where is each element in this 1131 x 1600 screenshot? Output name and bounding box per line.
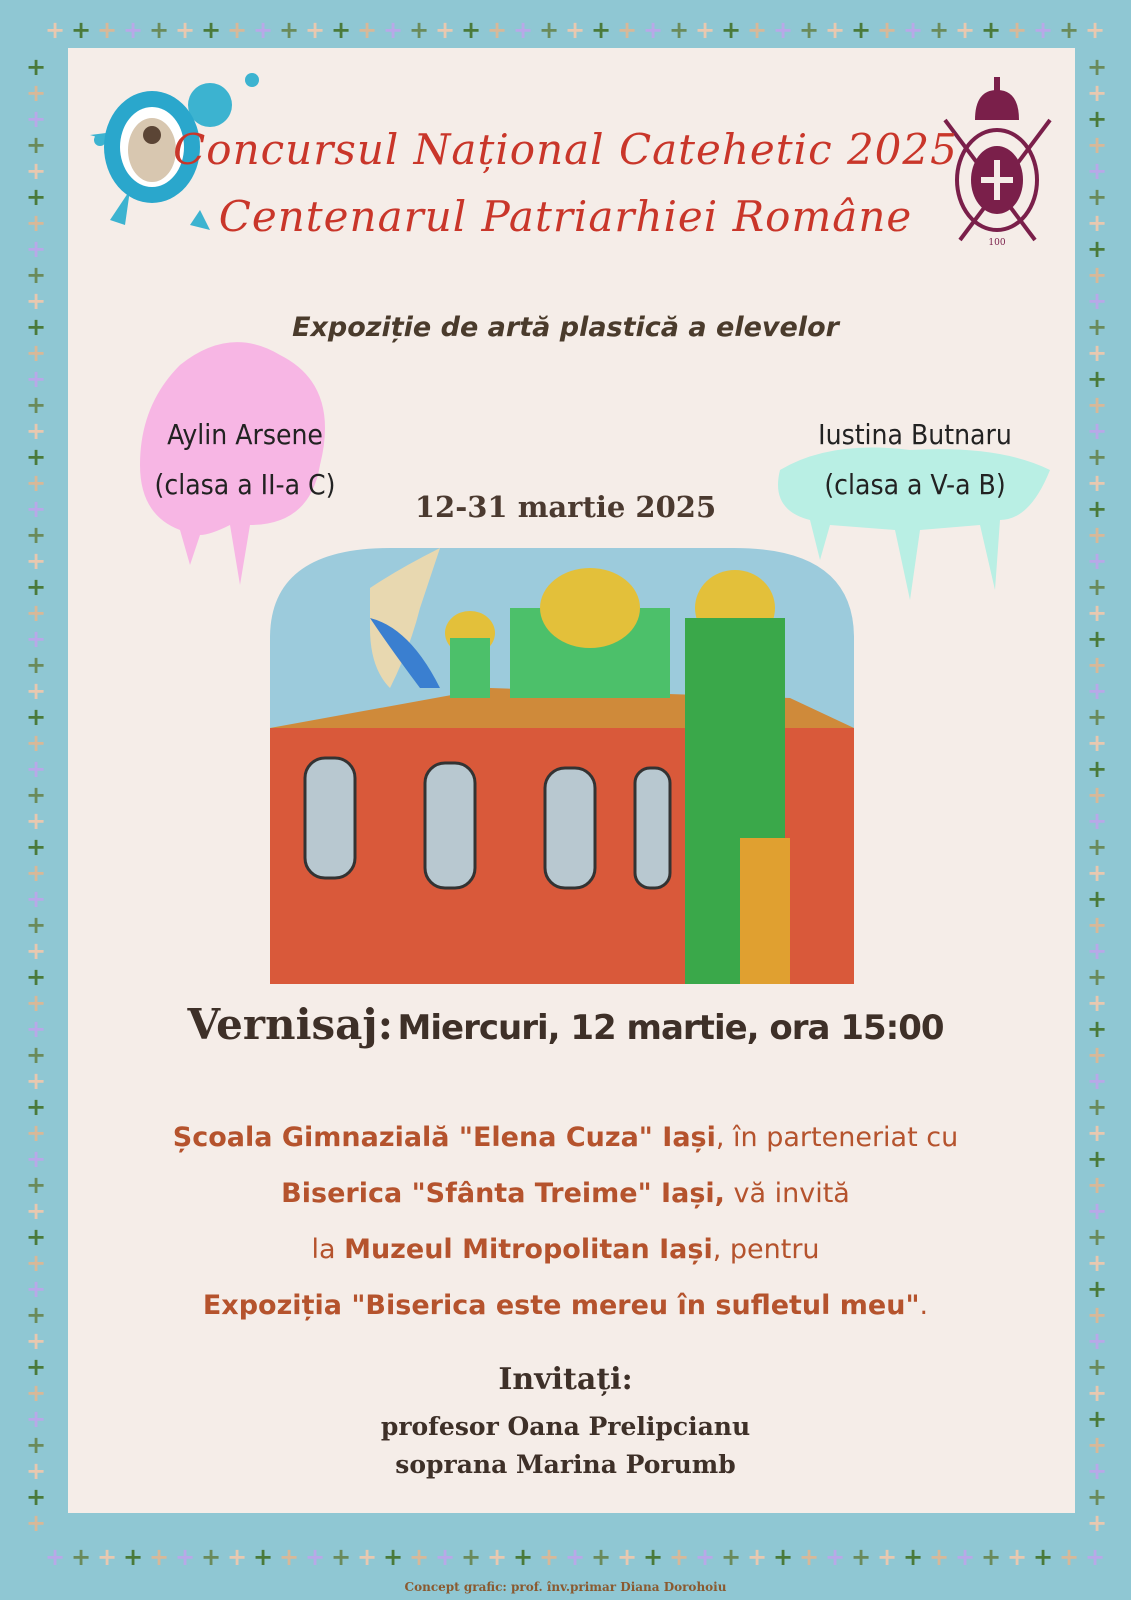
cross-icon: + (1087, 1431, 1108, 1459)
cross-icon: + (26, 833, 47, 861)
cross-icon: + (1087, 1067, 1108, 1095)
cross-icon: + (1087, 807, 1108, 835)
cross-icon: + (1087, 1301, 1108, 1329)
cross-icon: + (1087, 417, 1108, 445)
cross-icon: + (1087, 157, 1108, 185)
cross-icon: + (825, 16, 846, 44)
cross-icon: + (1087, 313, 1108, 341)
cross-icon: + (305, 1543, 326, 1571)
cross-icon: + (1087, 1171, 1108, 1199)
cross-icon: + (26, 53, 47, 81)
cross-icon: + (26, 1275, 47, 1303)
cross-icon: + (1007, 1543, 1028, 1571)
cross-icon: + (26, 443, 47, 471)
cross-icon: + (409, 1543, 430, 1571)
cross-icon: + (539, 16, 560, 44)
cross-icon: + (26, 1041, 47, 1069)
cross-icon: + (149, 16, 170, 44)
cross-icon: + (643, 16, 664, 44)
cross-icon: + (26, 1405, 47, 1433)
cross-icon: + (565, 16, 586, 44)
cross-icon: + (1087, 1223, 1108, 1251)
cross-icon: + (1087, 1353, 1108, 1381)
cross-icon: + (26, 1223, 47, 1251)
cross-icon: + (149, 1543, 170, 1571)
cross-icon: + (1087, 677, 1108, 705)
cross-icon: + (1087, 131, 1108, 159)
cross-icon: + (877, 16, 898, 44)
cross-icon: + (26, 859, 47, 887)
cross-icon: + (1087, 53, 1108, 81)
cross-icon: + (591, 16, 612, 44)
cross-icon: + (26, 339, 47, 367)
cross-icon: + (26, 989, 47, 1017)
cross-icon: + (1033, 1543, 1054, 1571)
cross-icon: + (1087, 443, 1108, 471)
cross-icon: + (617, 16, 638, 44)
cross-icon: + (1087, 339, 1108, 367)
cross-icon: + (1087, 651, 1108, 679)
cross-icon: + (1033, 16, 1054, 44)
cross-icon: + (1087, 183, 1108, 211)
cross-icon: + (26, 469, 47, 497)
cross-icon: + (1087, 937, 1108, 965)
cross-icon: + (97, 16, 118, 44)
cross-icon: + (1087, 235, 1108, 263)
cross-icon: + (26, 1145, 47, 1173)
cross-icon: + (955, 16, 976, 44)
exhibition-dates: 12-31 martie 2025 (414, 490, 717, 524)
cross-icon: + (1087, 1249, 1108, 1277)
cross-icon: + (1087, 105, 1108, 133)
cross-icon: + (175, 16, 196, 44)
cross-icon: + (26, 1457, 47, 1485)
cross-icon: + (26, 937, 47, 965)
cross-icon: + (357, 16, 378, 44)
cross-icon: + (331, 16, 352, 44)
cross-icon: + (591, 1543, 612, 1571)
cross-icon: + (1087, 911, 1108, 939)
cross-icon: + (1087, 287, 1108, 315)
cross-icon: + (1087, 1093, 1108, 1121)
church-painting-image (270, 548, 854, 984)
cross-icon: + (981, 16, 1002, 44)
cross-icon: + (1085, 1543, 1106, 1571)
cross-icon: + (26, 313, 47, 341)
cross-icon: + (851, 1543, 872, 1571)
cross-icon: + (435, 1543, 456, 1571)
cross-icon: + (26, 1119, 47, 1147)
cross-icon: + (97, 1543, 118, 1571)
cross-icon: + (26, 365, 47, 393)
cross-icon: + (26, 1249, 47, 1277)
cross-icon: + (1087, 547, 1108, 575)
cross-icon: + (1087, 1015, 1108, 1043)
cross-icon: + (26, 807, 47, 835)
cross-icon: + (26, 885, 47, 913)
cross-icon: + (1087, 1405, 1108, 1433)
cross-icon: + (1087, 989, 1108, 1017)
cross-icon: + (279, 16, 300, 44)
cross-icon: + (227, 16, 248, 44)
cross-icon: + (1087, 703, 1108, 731)
cross-icon: + (26, 417, 47, 445)
cross-icon: + (1087, 1119, 1108, 1147)
student-1-name: Aylin Arsene (167, 418, 323, 451)
cross-icon: + (461, 16, 482, 44)
cross-icon: + (409, 16, 430, 44)
church-name: Biserica "Sfânta Treime" Iași, (281, 1178, 725, 1209)
cross-icon: + (201, 16, 222, 44)
cross-icon: + (279, 1543, 300, 1571)
cross-icon: + (45, 1543, 66, 1571)
cross-icon: + (26, 963, 47, 991)
cross-icon: + (331, 1543, 352, 1571)
cross-icon: + (1087, 79, 1108, 107)
cross-icon: + (1087, 729, 1108, 757)
cross-icon: + (26, 261, 47, 289)
guest-1: profesor Oana Prelipcianu (380, 1412, 751, 1441)
cross-icon: + (617, 1543, 638, 1571)
cross-icon: + (383, 1543, 404, 1571)
cross-icon: + (253, 1543, 274, 1571)
cross-icon: + (1087, 495, 1108, 523)
cross-icon: + (1087, 365, 1108, 393)
cross-icon: + (981, 1543, 1002, 1571)
cross-icon: + (26, 1067, 47, 1095)
exhibition-subtitle: Expoziție de artă plastică a elevelor (292, 312, 839, 343)
school-name: Școala Gimnazială "Elena Cuza" Iași (172, 1122, 716, 1153)
cross-icon: + (747, 1543, 768, 1571)
cross-icon: + (201, 1543, 222, 1571)
student-1-class: (clasa a II-a C) (154, 468, 336, 501)
cross-icon: + (1087, 1041, 1108, 1069)
cross-icon: + (1087, 469, 1108, 497)
cross-icon: + (1087, 859, 1108, 887)
cross-icon: + (695, 1543, 716, 1571)
cross-icon: + (487, 16, 508, 44)
cross-icon: + (1087, 963, 1108, 991)
inv-text-1: , în parteneriat cu (715, 1122, 959, 1153)
cross-icon: + (26, 157, 47, 185)
guest-2: soprana Marina Porumb (395, 1450, 736, 1479)
cross-icon: + (357, 1543, 378, 1571)
cross-icon: + (513, 1543, 534, 1571)
cross-icon: + (26, 1301, 47, 1329)
cross-icon: + (1087, 1379, 1108, 1407)
vernisaj-label: Vernisaj: (187, 1000, 394, 1049)
cross-icon: + (461, 1543, 482, 1571)
cross-icon: + (26, 79, 47, 107)
cross-icon: + (26, 235, 47, 263)
cross-icon: + (1087, 1327, 1108, 1355)
svg-text:100: 100 (988, 238, 1006, 248)
cross-icon: + (1087, 573, 1108, 601)
cross-icon: + (1087, 261, 1108, 289)
cross-icon: + (26, 521, 47, 549)
cross-icon: + (1007, 16, 1028, 44)
cross-icon: + (253, 16, 274, 44)
cross-icon: + (1087, 599, 1108, 627)
cross-icon: + (1087, 1483, 1108, 1511)
cross-icon: + (26, 1197, 47, 1225)
cross-icon: + (26, 677, 47, 705)
cross-icon: + (26, 1431, 47, 1459)
cross-icon: + (669, 1543, 690, 1571)
cross-icon: + (26, 911, 47, 939)
cross-icon: + (1087, 755, 1108, 783)
cross-icon: + (26, 183, 47, 211)
cross-icon: + (1087, 833, 1108, 861)
cross-icon: + (1087, 1275, 1108, 1303)
inv-text-3b: , pentru (712, 1234, 820, 1265)
cross-icon: + (26, 703, 47, 731)
cross-icon: + (71, 16, 92, 44)
cross-icon: + (26, 391, 47, 419)
cross-icon: + (1087, 521, 1108, 549)
cross-icon: + (929, 16, 950, 44)
cross-icon: + (955, 1543, 976, 1571)
guests-heading: Invitați: (498, 1362, 633, 1397)
cross-icon: + (1059, 16, 1080, 44)
cross-icon: + (26, 547, 47, 575)
cross-icon: + (26, 1171, 47, 1199)
title-line-2: Centenarul Patriarhiei Române (218, 192, 913, 241)
cross-icon: + (1087, 1197, 1108, 1225)
cross-icon: + (1087, 1457, 1108, 1485)
museum-name: Muzeul Mitropolitan Iași (344, 1234, 713, 1265)
cross-icon: + (305, 16, 326, 44)
cross-icon: + (26, 1353, 47, 1381)
cross-icon: + (1087, 885, 1108, 913)
invitation-text (0, 1110, 1131, 1334)
student-2-class: (clasa a V-a B) (824, 468, 1006, 501)
cross-icon: + (1059, 1543, 1080, 1571)
cross-icon: + (721, 16, 742, 44)
cross-icon: + (26, 1015, 47, 1043)
cross-icon: + (26, 781, 47, 809)
cross-icon: + (903, 16, 924, 44)
cross-icon: + (565, 1543, 586, 1571)
cross-icon: + (26, 573, 47, 601)
inv-text-3a: la (311, 1234, 345, 1265)
cross-icon: + (383, 16, 404, 44)
cross-icon: + (799, 16, 820, 44)
cross-icon: + (123, 1543, 144, 1571)
cross-icon: + (1087, 1145, 1108, 1173)
cross-icon: + (71, 1543, 92, 1571)
cross-icon: + (669, 16, 690, 44)
cross-icon: + (487, 1543, 508, 1571)
cross-icon: + (877, 1543, 898, 1571)
cross-icon: + (513, 16, 534, 44)
cross-icon: + (175, 1543, 196, 1571)
cross-icon: + (26, 651, 47, 679)
vernisaj (0, 1000, 1131, 1049)
cross-icon: + (903, 1543, 924, 1571)
cross-icon: + (1087, 209, 1108, 237)
cross-icon: + (1087, 625, 1108, 653)
cross-icon: + (26, 1483, 47, 1511)
cross-icon: + (721, 1543, 742, 1571)
cross-icon: + (747, 16, 768, 44)
inv-text-2: vă invită (724, 1178, 850, 1209)
cross-icon: + (26, 209, 47, 237)
graphic-credit: Concept grafic: prof. înv.primar Diana Dorohoiu (404, 1580, 727, 1594)
cross-icon: + (435, 16, 456, 44)
cross-icon: + (539, 1543, 560, 1571)
cross-icon: + (643, 1543, 664, 1571)
cross-icon: + (1087, 781, 1108, 809)
cross-icon: + (773, 16, 794, 44)
cross-icon: + (825, 1543, 846, 1571)
cross-icon: + (26, 729, 47, 757)
inv-text-4: . (919, 1290, 929, 1321)
cross-icon: + (26, 1379, 47, 1407)
cross-icon: + (227, 1543, 248, 1571)
vernisaj-datetime: Miercuri, 12 martie, ora 15:00 (397, 1008, 944, 1048)
cross-icon: + (929, 1543, 950, 1571)
cross-icon: + (26, 1093, 47, 1121)
cross-icon: + (1085, 16, 1106, 44)
exhibition-name: Expoziția "Biserica este mereu în sufletul meu" (202, 1290, 920, 1321)
title-line-1: Concursul Național Catehetic 2025 (173, 125, 958, 174)
cross-icon: + (26, 625, 47, 653)
cross-icon: + (695, 16, 716, 44)
cross-icon: + (26, 495, 47, 523)
cross-icon: + (851, 16, 872, 44)
cross-icon: + (26, 105, 47, 133)
cross-icon: + (1087, 391, 1108, 419)
cross-icon: + (799, 1543, 820, 1571)
cross-icon: + (26, 1509, 47, 1537)
cross-icon: + (26, 755, 47, 783)
cross-icon: + (26, 1327, 47, 1355)
student-2-name: Iustina Butnaru (818, 418, 1012, 451)
cross-icon: + (26, 599, 47, 627)
cross-icon: + (45, 16, 66, 44)
cross-icon: + (773, 1543, 794, 1571)
cross-icon: + (26, 287, 47, 315)
cross-icon: + (1087, 1509, 1108, 1537)
cross-icon: + (123, 16, 144, 44)
cross-icon: + (26, 131, 47, 159)
